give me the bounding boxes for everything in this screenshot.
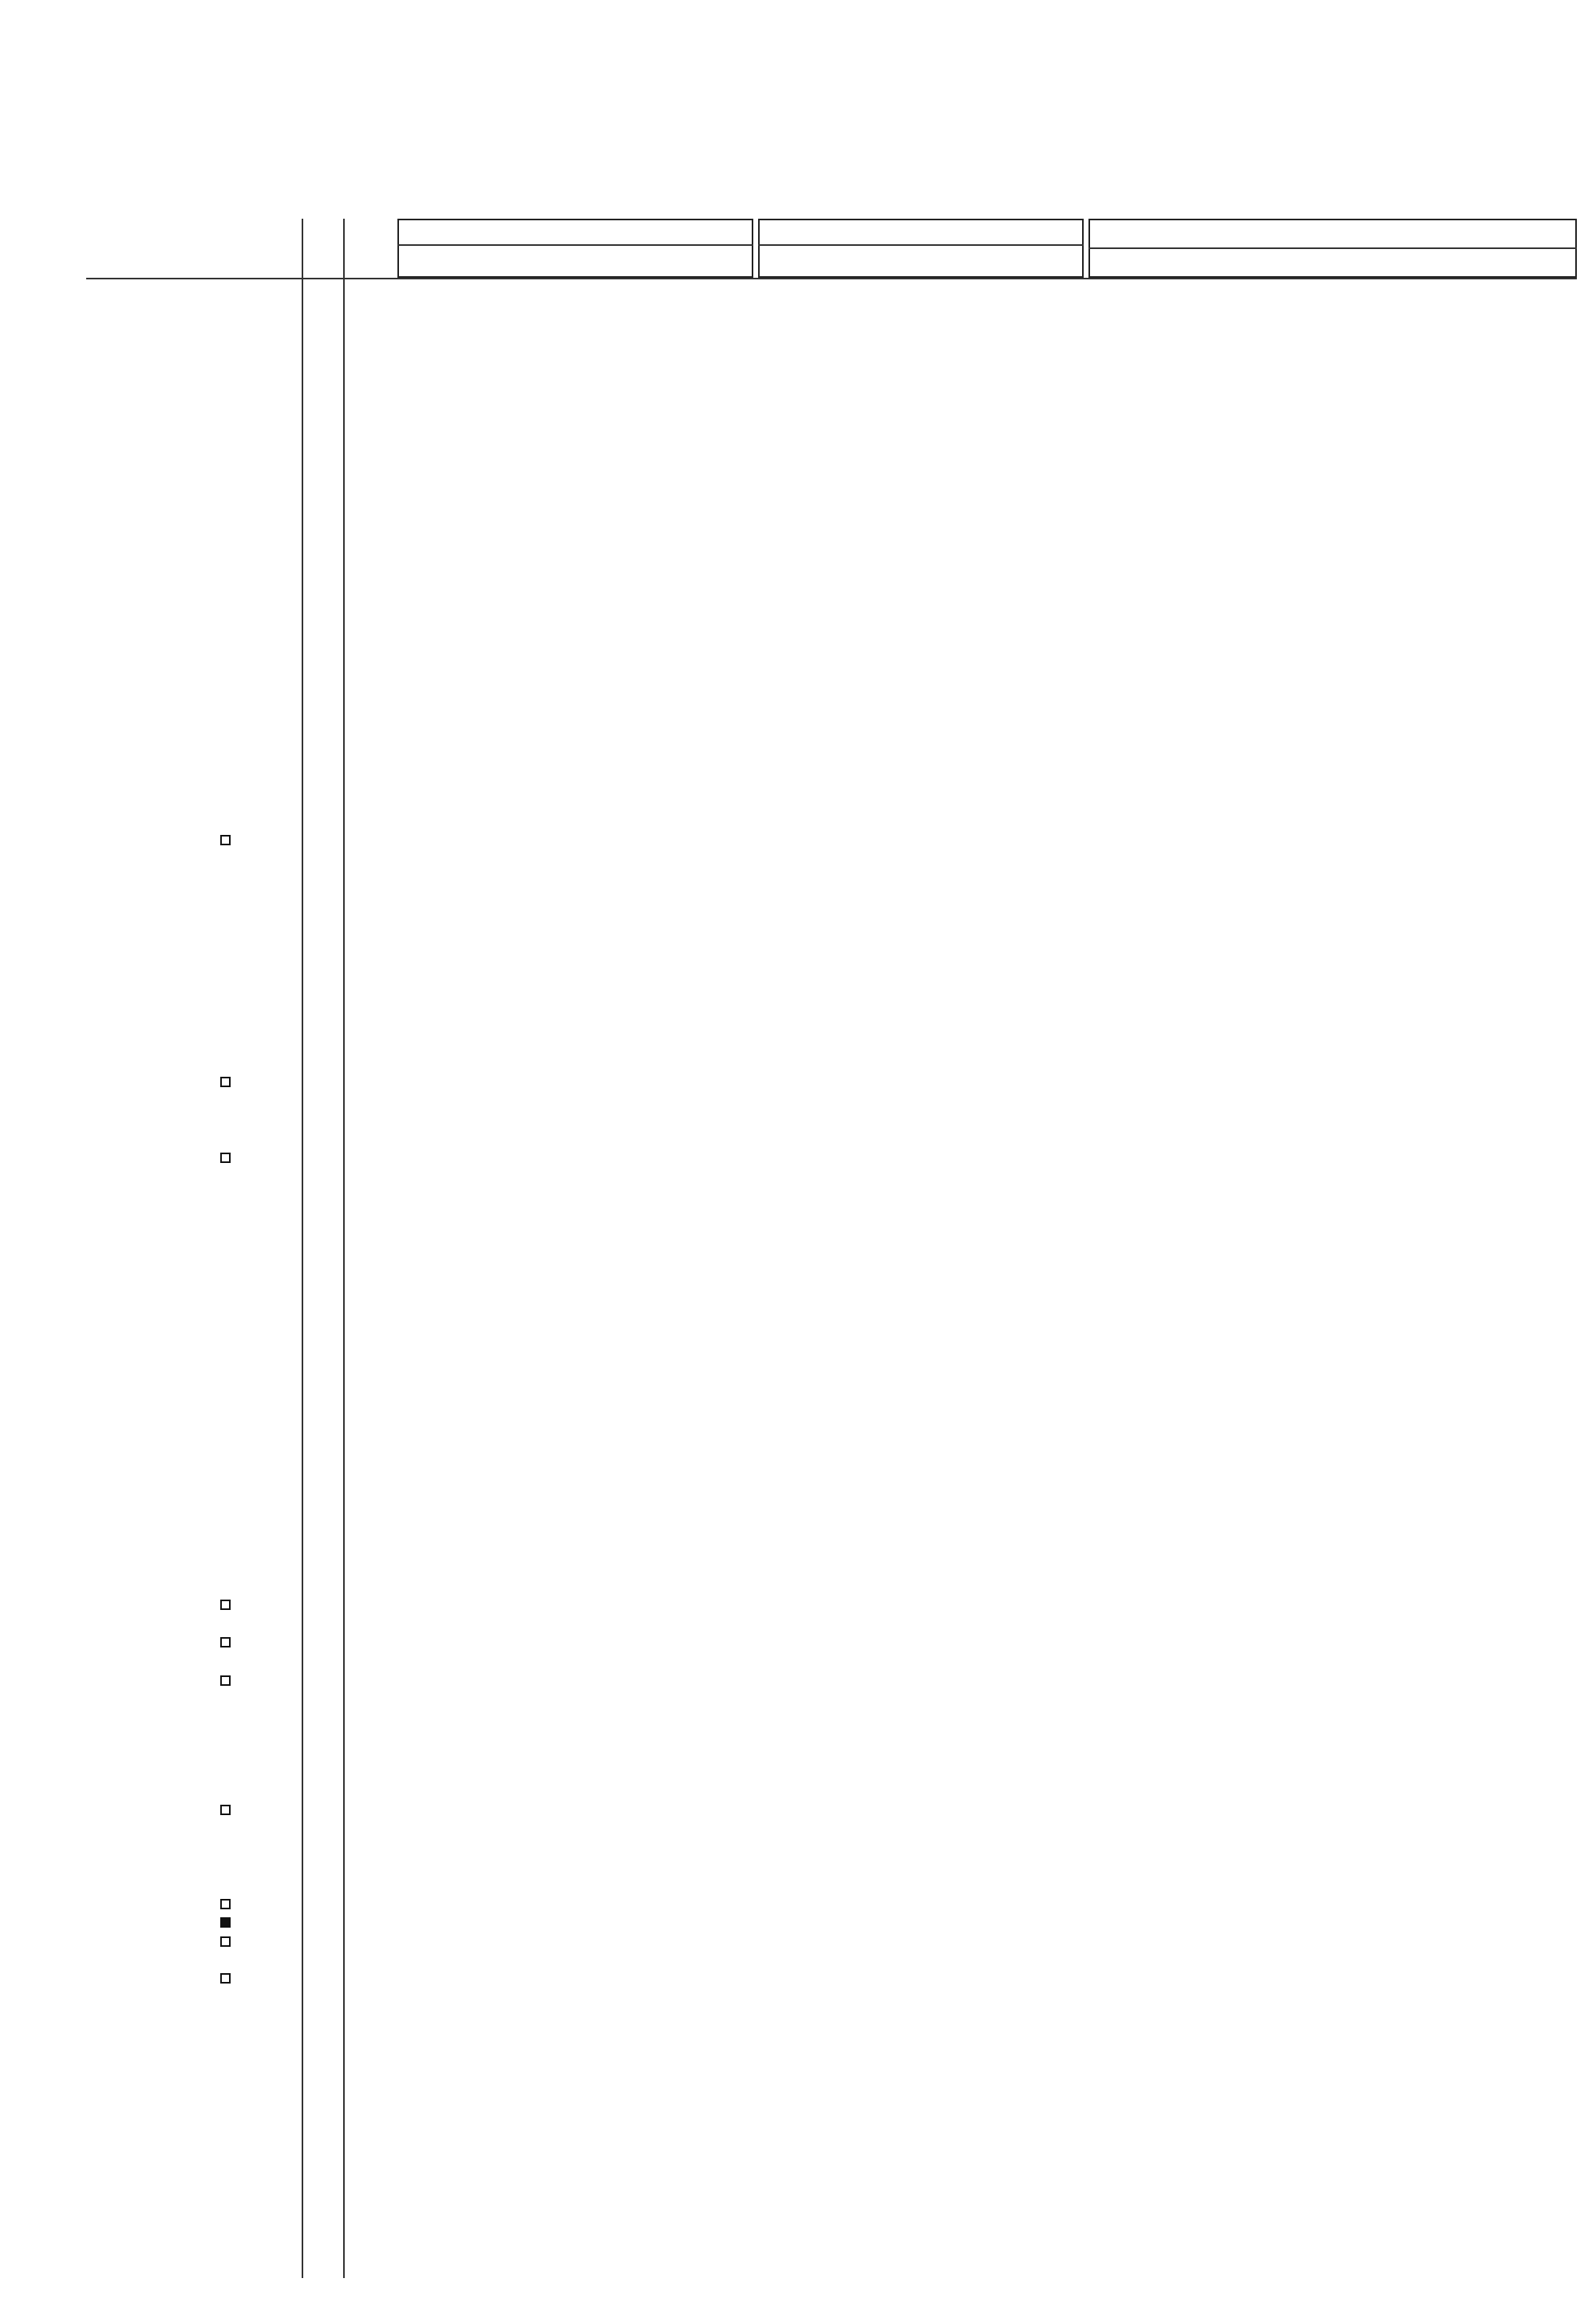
mountain-station-icon xyxy=(220,1973,231,1984)
rule-hoehe xyxy=(343,219,345,2278)
mountain-station-icon xyxy=(220,1637,231,1647)
rule-18-sub xyxy=(397,244,753,246)
mountain-station-icon xyxy=(220,1600,231,1610)
rule-21-sub xyxy=(758,244,1084,246)
mountain-station-icon xyxy=(220,835,231,845)
mountain-station-icon xyxy=(220,1675,231,1686)
mountain-station-icon xyxy=(220,1899,231,1909)
mountain-station-icon xyxy=(220,1077,231,1087)
mountain-station-icon xyxy=(220,1936,231,1947)
mountain-station-icon xyxy=(220,1153,231,1163)
mountain-station-icon xyxy=(220,1917,231,1928)
rule-station xyxy=(302,219,303,2278)
header-rule xyxy=(86,278,1577,279)
header-box-18 xyxy=(397,219,753,278)
header-box-21 xyxy=(758,219,1084,278)
mountain-station-icon xyxy=(220,1805,231,1815)
rule-extra-sub xyxy=(1088,247,1577,249)
